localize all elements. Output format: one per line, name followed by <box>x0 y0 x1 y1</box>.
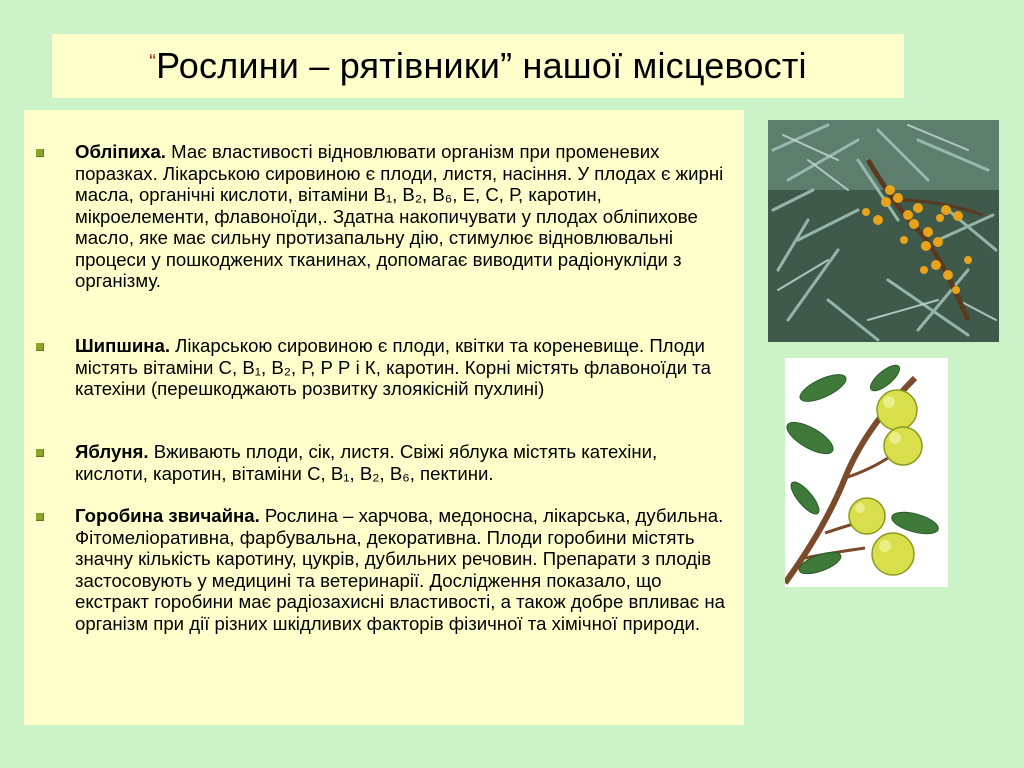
plant-description: Вживають плоди, сік, листя. Свіжі яблука містять катехіни, кислоти, каротин, вітаміни С, В₁, В₂, В₆, пектини. <box>75 441 658 484</box>
plant-name: Горобина звичайна. <box>75 505 260 526</box>
list-item-apple <box>36 441 734 484</box>
bullet-icon <box>36 343 44 351</box>
sea-buckthorn-photo <box>768 120 999 342</box>
list-item-rowan <box>36 505 734 634</box>
plant-description: Рослина – харчова, медоносна, лікарська, дубильна. Фітомеліоративна, фарбувальна, декоративна. Плоди горобини містять значну кількість каротину, цукрів, дубильних речовин. Препарати з плодів застосовують у медицині та ветеринарії. Дослідження показало, що екстракт горобини має радіозахисні властивості, а також добре впливає на організм при дії різних шкідливих факторів фізичної та хімічної природи. <box>75 505 725 634</box>
bullet-icon <box>36 149 44 157</box>
bullet-icon <box>36 449 44 457</box>
plant-name: Яблуня. <box>75 441 149 462</box>
title-box <box>52 34 904 98</box>
plant-description: Має властивості відновлювати організм при променевих поразках. Лікарською сировиною є плоди, листя, насіння. У плодах є жирні масла, органічні кислоти, вітаміни В₁, В₂, В₆, Е, С, Р, каротин, мікроелементи, флавоноїди,. Здатна накопичувати у плодах обліпихове масло, яке має сильну протизапальну дію, стимулює відновлювальні процеси у пошкоджених тканинах, допомагає виводити радіонукліди з організму. <box>75 141 724 291</box>
bullet-icon <box>36 513 44 521</box>
plant-name: Шипшина. <box>75 335 171 356</box>
title-text: Рослини – рятівники” нашої місцевості <box>156 45 807 86</box>
content-panel <box>24 110 744 725</box>
title-open-quote: “ <box>149 51 157 73</box>
apple-branch-image <box>785 358 948 587</box>
plant-description: Лікарською сировиною є плоди, квітки та кореневище. Плоди містять вітаміни С, В₁, В₂, Р, Р Р і К, каротин. Корні містять флавоноїди та катехіни (перешкоджають розвитку злоякісній пухлині) <box>75 335 711 399</box>
page-title <box>149 45 806 87</box>
plant-name: Обліпиха. <box>75 141 166 162</box>
list-item-sea-buckthorn <box>36 141 734 292</box>
list-item-rosehip <box>36 335 734 400</box>
